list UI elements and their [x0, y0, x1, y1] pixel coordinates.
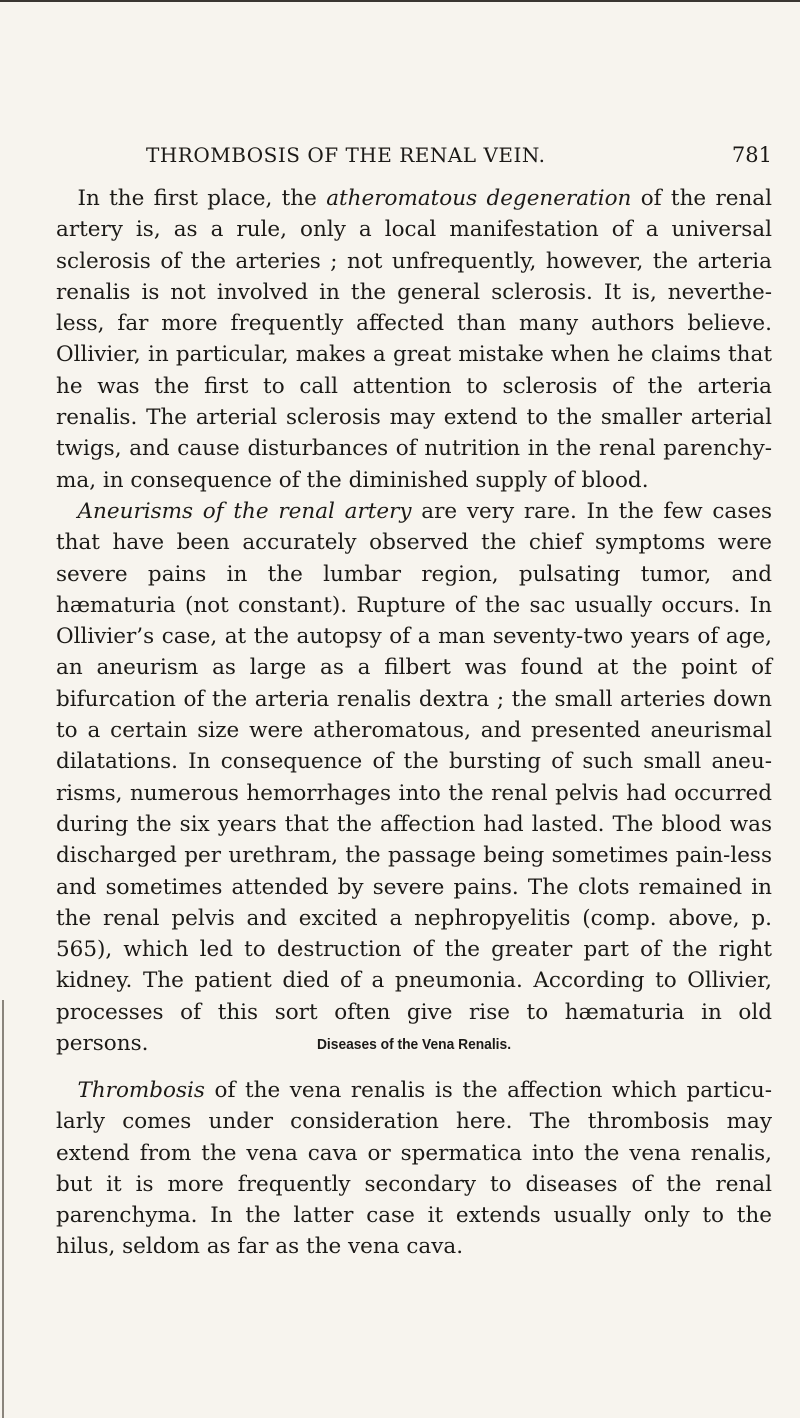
running-head — [56, 143, 772, 171]
paragraph-2-rest: are very rare. In the few cases that have been accurately observed the chief symptoms were severe pains in the lumbar region, pulsating tumor, and hæmaturia (not constant). Rupture of the sac usually occurs. In Ollivier’s case, at the autopsy of a man seventy-two years of age, an aneurism as large as a filbert was found at the point of bifurcation of the arteria renalis dextra ; the small arteries down to a certain size were atheromatous, and presented aneurismal dilatations. In consequence of the bursting of such small aneu-risms, numerous hemorrhages into the renal pelvis had occurred during the six years that the affection had lasted. The blood was discharged per urethram, the passage being sometimes pain-less and sometimes attended by severe pains. The clots remained in the renal pelvis and excited a nephropyelitis (comp. above, p. 565), which led to destruction of the greater part of the right kidney. The patient died of a pneumonia. According to Ollivier, processes of this sort often give rise to hæmaturia in old persons. — [56, 498, 772, 1057]
paragraph-atheromatous — [56, 183, 772, 496]
paragraph-3-italic: Thrombosis — [77, 1078, 205, 1103]
page-left-edge — [2, 1000, 4, 1418]
paragraph-3-rest: of the vena renalis is the affection which particu-larly comes under consideration here. The thrombosis may extend from the vena cava or spermatica into the vena renalis, but it is more frequently secondary to diseases of the renal parenchyma. In the latter case it extends usually only to the hilus, seldom as far as the vena cava. — [56, 1078, 772, 1260]
paragraph-2-italic: Aneurisms of the renal artery — [77, 498, 412, 524]
page-top-edge — [0, 0, 800, 2]
paragraph-1-rest: of the renal artery is, as a rule, only a local manifestation of a universal sclerosis of the arteries ; not unfrequently, however, the arteria renalis is not involved in the general sclerosis. It is, neverthe-less, far more frequently affected than many authors believe. Ollivier, in particular, makes a great mistake when he claims that he was the first to call attention to sclerosis of the arteria renalis. The arterial sclerosis may extend to the smaller arterial twigs, and cause disturbances of nutrition in the renal parenchy-ma, in consequence of the diminished supply of blood. — [56, 186, 772, 493]
running-title: THROMBOSIS OF THE RENAL VEIN. — [146, 143, 546, 167]
paragraph-1-italic: atheromatous degeneration — [326, 186, 632, 211]
section-heading: Diseases of the Vena Renalis. — [316, 1036, 512, 1053]
page-number: 781 — [731, 143, 772, 167]
body-text-upper — [56, 183, 772, 1059]
paragraph-1-lead: In the first place, the — [77, 186, 327, 211]
paragraph-aneurisms — [56, 496, 772, 1059]
body-text-lower — [56, 1075, 772, 1263]
paragraph-thrombosis — [56, 1075, 772, 1263]
